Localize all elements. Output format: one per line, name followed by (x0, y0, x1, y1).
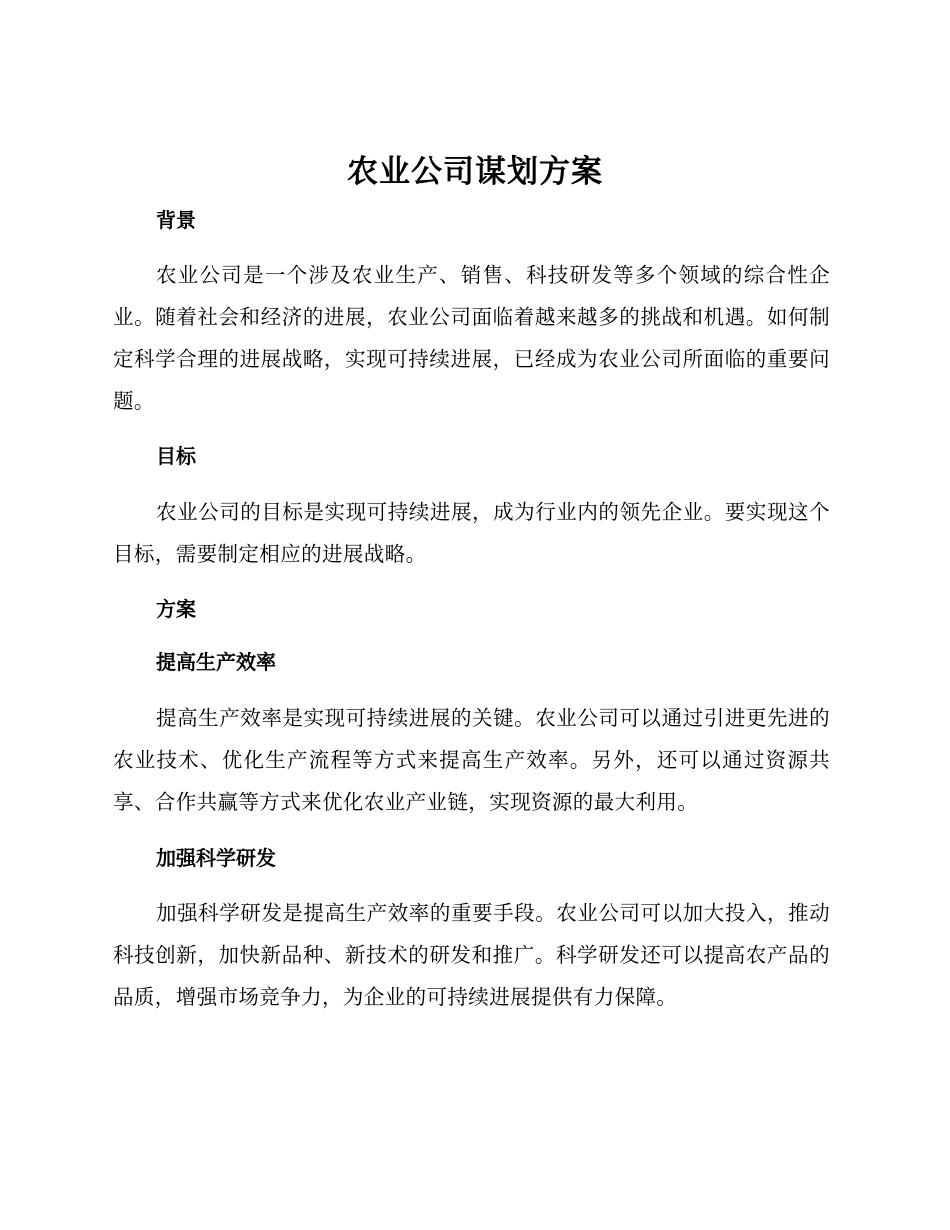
paragraph-efficiency: 提高生产效率是实现可持续进展的关键。农业公司可以通过引进更先进的农业技术、优化生产流程等方式来提高生产效率。另外，还可以通过资源共享、合作共赢等方式来优化农业产业链，实现资源的最大利用。 (113, 706, 830, 814)
document-title: 农业公司谋划方案 (347, 154, 603, 190)
paragraph-research: 加强科学研发是提高生产效率的重要手段。农业公司可以加大投入，推动科技创新，加快新品种、新技术的研发和推广。科学研发还可以提高农产品的品质，增强市场竞争力，为企业的可持续进展提供有力保障。 (113, 901, 830, 1009)
paragraph-background: 农业公司是一个涉及农业生产、销售、科技研发等多个领域的综合性企业。随着社会和经济的进展，农业公司面临着越来越多的挑战和机遇。如何制定科学合理的进展战略，实现可持续进展，已经成为农业公司所面临的重要问题。 (113, 263, 830, 413)
subsection-heading-research: 加强科学研发 (156, 846, 276, 870)
paragraph-goal: 农业公司的目标是实现可持续进展，成为行业内的领先企业。要实现这个目标，需要制定相应的进展战略。 (113, 500, 830, 566)
subsection-heading-efficiency: 提高生产效率 (156, 650, 276, 674)
section-heading-background: 背景 (156, 208, 196, 232)
section-heading-plan: 方案 (156, 597, 196, 621)
section-heading-goal: 目标 (156, 444, 196, 468)
